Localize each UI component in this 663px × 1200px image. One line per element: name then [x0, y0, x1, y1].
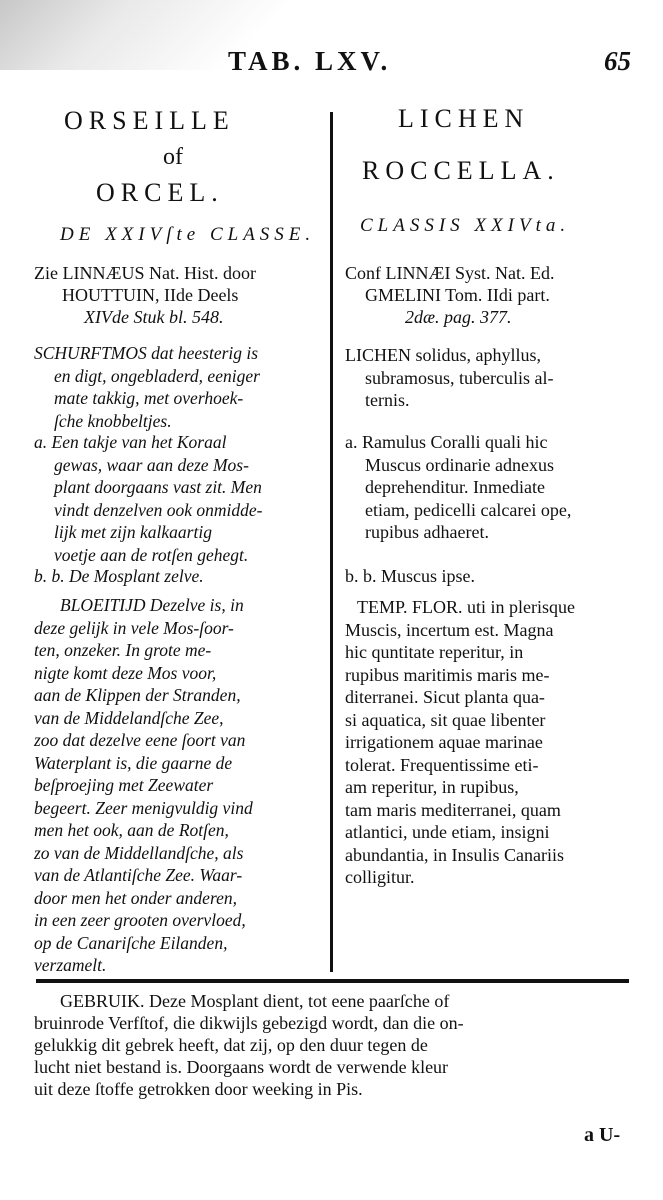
right-description [345, 344, 553, 412]
temp-flor-line: atlantici, unde etiam, insigni [345, 822, 550, 842]
left-bloeitijd [34, 594, 253, 977]
temp-flor-line: Muscis, incertum est. Magna [345, 619, 554, 640]
temp-flor-line: tam maris mediterranei, quam [345, 799, 561, 820]
right-reference [345, 262, 555, 328]
gebruik-line: lucht niet bestand is. Doorgaans wordt de verwende kleur [34, 1057, 449, 1077]
bloeitijd-line: aan de Klippen der Stranden, [34, 685, 241, 705]
catchword: a U- [584, 1124, 621, 1146]
left-reference-line: XIVde Stuk bl. 548. [84, 307, 224, 327]
temp-flor-line: colligitur. [345, 867, 415, 887]
bloeitijd-line: beſproejing met Zeewater [34, 775, 214, 795]
right-item-a-line: etiam, pedicelli calcarei ope, [365, 499, 572, 520]
temp-flor-line: abundantia, in Insulis Canariis [345, 844, 564, 865]
left-title-line2: of [163, 144, 183, 170]
column-divider [330, 112, 333, 972]
left-title-line3: ORCEL. [96, 178, 224, 207]
temp-flor-line: rupibus maritimis maris me- [345, 664, 550, 685]
left-description-line: ſche knobbeltjes. [54, 410, 172, 431]
left-item-a-line: voetje aan de rotſen gehegt. [54, 544, 249, 565]
temp-flor-line: irrigationem aquae marinae [345, 732, 543, 752]
right-reference-line: Conf LINNÆI Syst. Nat. Ed. [345, 263, 555, 283]
bloeitijd-line: door men het onder anderen, [34, 887, 237, 908]
left-class-heading: DE XXIVſte CLASSE. [60, 224, 316, 245]
bloeitijd-line: men het ook, aan de Rotſen, [34, 820, 229, 840]
left-title-line1: ORSEILLE [64, 106, 235, 135]
left-item-a-line: gewas, waar aan deze Mos- [54, 454, 249, 475]
right-description-line: subramosus, tuberculis al- [365, 367, 554, 388]
left-reference-line: Zie LINNÆUS Nat. Hist. door [34, 263, 256, 283]
bloeitijd-line: begeert. Zeer menigvuldig vind [34, 797, 253, 818]
right-reference-line: GMELINI Tom. IIdi part. [365, 285, 550, 305]
right-description-line: LICHEN solidus, aphyllus, [345, 345, 541, 365]
bloeitijd-line: van de Middelandſche Zee, [34, 707, 224, 728]
bloeitijd-line: in een zeer grooten overvloed, [34, 910, 246, 930]
right-item-a-line: rupibus adhaeret. [365, 522, 489, 542]
gebruik-line: GEBRUIK. Deze Mosplant dient, tot eene paarſche of [60, 991, 450, 1011]
running-title: TAB. LXV. [228, 46, 392, 76]
temp-flor-line: am reperitur, in rupibus, [345, 777, 519, 797]
footer-rule [36, 979, 629, 983]
page-number: 65 [604, 46, 631, 76]
left-item-a-line: vindt denzelven ook onmidde- [54, 499, 263, 520]
bloeitijd-line: Waterplant is, die gaarne de [34, 752, 233, 773]
gebruik-line: gelukkig dit gebrek heeft, dat zij, op den duur tegen de [34, 1035, 428, 1055]
left-item-a [34, 431, 262, 566]
left-description-line: en digt, ongebladerd, eeniger [54, 365, 260, 386]
gebruik-line: bruinrode Verfſtof, die dikwijls gebezigd wordt, dan die on- [34, 1013, 464, 1033]
right-class-heading: CLASSIS XXIVta. [360, 215, 571, 236]
bloeitijd-line: BLOEITIJD Dezelve is, in [60, 595, 244, 615]
right-item-a-line: a. Ramulus Coralli quali hic [345, 432, 548, 452]
bloeitijd-line: op de Canariſche Eilanden, [34, 932, 228, 953]
bloeitijd-line: deze gelijk in vele Mos-ſoor- [34, 617, 234, 638]
right-item-b: b. b. Muscus ipse. [345, 566, 475, 586]
right-item-a-line: deprehenditur. Inmediate [365, 477, 545, 497]
left-reference [34, 262, 256, 328]
right-description-line: ternis. [365, 390, 410, 410]
temp-flor-line: tolerat. Frequentissime eti- [345, 754, 539, 775]
temp-flor-line: hic quntitate reperitur, in [345, 642, 524, 662]
gebruik-paragraph [34, 990, 464, 1100]
temp-flor-line: diterranei. Sicut planta qua- [345, 687, 545, 707]
gebruik-line: uit deze ſtoffe getrokken door weeking in Pis. [34, 1079, 363, 1099]
left-description [34, 342, 260, 432]
left-description-line: SCHURFTMOS dat heesterig is [34, 343, 259, 363]
right-title-line2: ROCCELLA. [362, 156, 560, 185]
right-item-a-line: Muscus ordinarie adnexus [365, 454, 554, 475]
bloeitijd-line: verzamelt. [34, 955, 107, 975]
left-item-a-line: lijk met zijn kalkaartig [54, 522, 212, 542]
bloeitijd-line: van de Atlantiſche Zee. Waar- [34, 865, 243, 885]
bloeitijd-line: nigte komt deze Mos voor, [34, 662, 217, 683]
bloeitijd-line: zoo dat dezelve eene ſoort van [34, 730, 246, 750]
bloeitijd-line: ten, onzeker. In grote me- [34, 640, 212, 660]
left-description-line: mate takkig, met overhoek- [54, 388, 244, 408]
left-item-a-line: a. Een takje van het Koraal [34, 432, 227, 452]
right-temp-flor [345, 596, 575, 889]
left-item-a-line: plant doorgaans vast zit. Men [54, 477, 262, 497]
right-reference-line: 2dæ. pag. 377. [405, 307, 512, 327]
bloeitijd-line: zo van de Middellandſche, als [34, 842, 244, 863]
right-item-a [345, 431, 571, 544]
temp-flor-line: si aquatica, sit quae libenter [345, 709, 546, 730]
left-item-b: b. b. De Mosplant zelve. [34, 566, 204, 586]
temp-flor-line: TEMP. FLOR. uti in plerisque [357, 597, 576, 617]
left-reference-line: HOUTTUIN, IIde Deels [62, 285, 239, 305]
right-title-line1: LICHEN [398, 104, 530, 133]
